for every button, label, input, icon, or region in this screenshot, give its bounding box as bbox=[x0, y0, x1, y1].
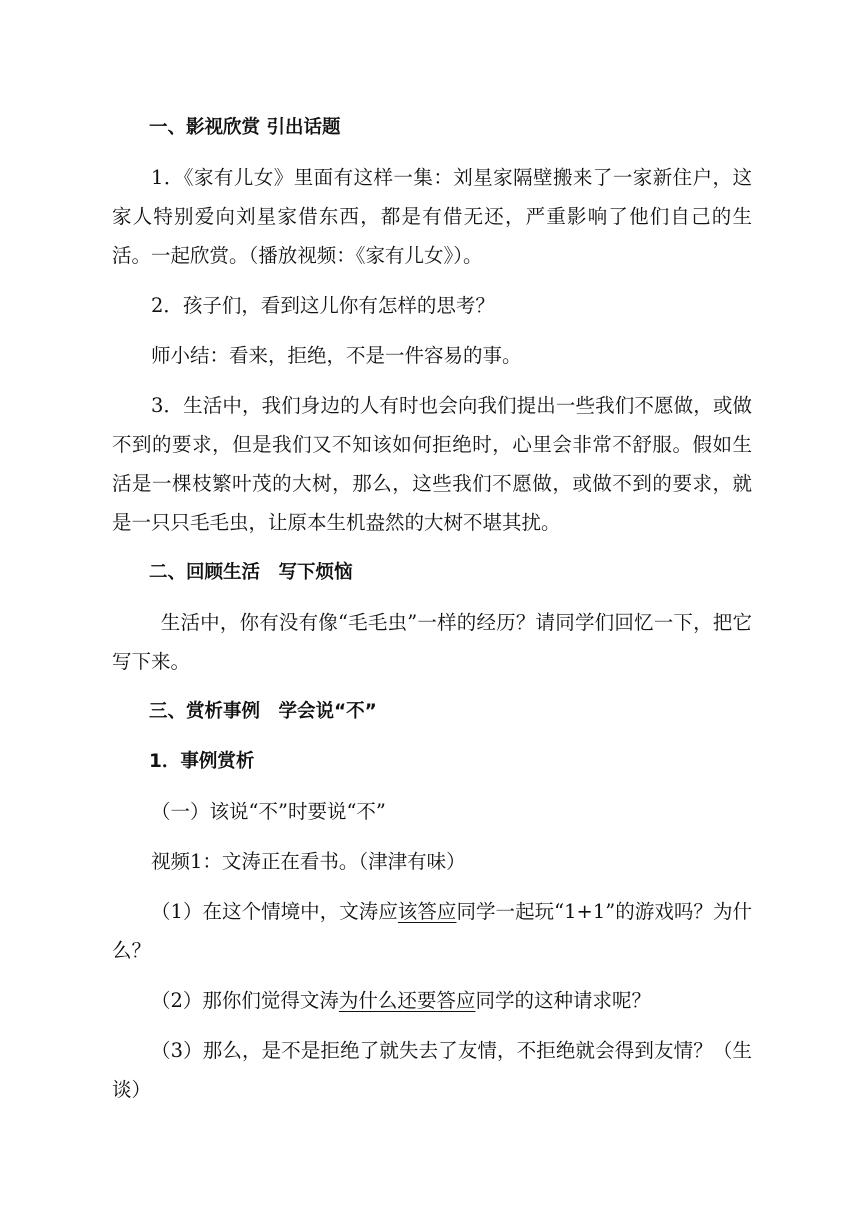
question-2 bbox=[112, 981, 752, 1020]
section-3-video-note: 视频1：文涛正在看书。（津津有味） bbox=[151, 850, 466, 873]
section-1-paragraph-1: 1．《家有儿女》里面有这样一集：刘星家隔壁搬来了一家新住户，这家人特别爱向刘星家借东西，都是有借无还，严重影响了他们自己的生活。一起欣赏。（播放视频：《家有儿女》）。 bbox=[112, 166, 752, 267]
section-1-summary: 师小结：看来，拒绝，不是一件容易的事。 bbox=[151, 344, 522, 367]
section-3-heading: 三、赏析事例 学会说“不” bbox=[149, 701, 377, 722]
section-3-subheading: 1．事例赏析 bbox=[149, 751, 255, 772]
question-2-underlined: 为什么还要答应 bbox=[338, 989, 476, 1012]
question-1-text-b: 同学一起玩“1+1”的游戏吗？为什么？ bbox=[112, 900, 752, 962]
question-1 bbox=[112, 892, 752, 970]
question-1-text-a: （1）在这个情境中，文涛应 bbox=[151, 900, 398, 923]
section-2-heading: 二、回顾生活 写下烦恼 bbox=[149, 562, 353, 583]
question-1-underlined: 该答应 bbox=[397, 900, 457, 923]
section-2-paragraph-1: 生活中，你有没有像“毛毛虫”一样的经历？请同学们回忆一下，把它写下来。 bbox=[112, 611, 752, 673]
question-2-text-b: 同学的这种请求呢？ bbox=[475, 989, 651, 1012]
document-page bbox=[112, 108, 752, 1120]
section-1-paragraph-2: 2．孩子们，看到这儿你有怎样的思考？ bbox=[151, 294, 495, 317]
section-1-heading: 一、影视欣赏 引出话题 bbox=[149, 117, 341, 138]
question-3: （3）那么，是不是拒绝了就失去了友情，不拒绝就会得到友情？（生谈） bbox=[112, 1039, 752, 1101]
question-2-text-a: （2）那你们觉得文涛 bbox=[151, 989, 339, 1012]
section-3-part-title: （一）该说“不”时要说“不” bbox=[151, 800, 386, 823]
section-1-paragraph-3: 3．生活中，我们身边的人有时也会向我们提出一些我们不愿做，或做不到的要求，但是我们又不知该如何拒绝时，心里会非常不舒服。假如生活是一棵枝繁叶茂的大树，那么，这些我们不愿做，或做不到的要求，就是一只只毛毛虫，让原本生机盎然的大树不堪其扰。 bbox=[112, 394, 752, 534]
